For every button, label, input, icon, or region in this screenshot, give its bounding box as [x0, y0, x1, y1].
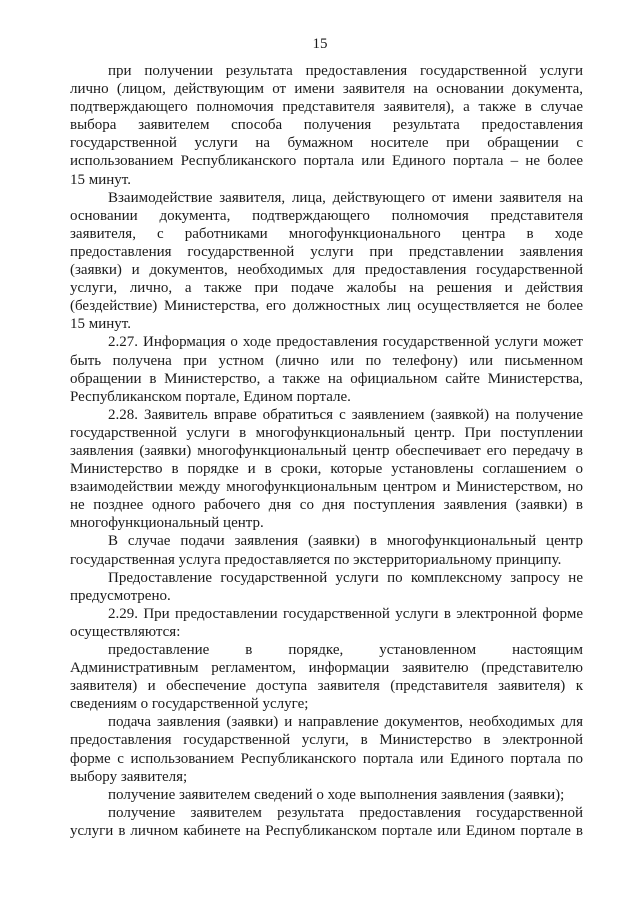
text-line: осуществляются:: [70, 623, 181, 640]
page-number: 15: [312, 36, 328, 52]
text-line: лично (лицом, действующим от имени заявителя на основании документа,: [70, 81, 583, 98]
text-line: Административным регламентом, информации заявителю (представителю: [70, 660, 583, 677]
text-line: получение заявителем сведений о ходе выполнения заявления (заявки);: [108, 786, 565, 803]
text-line: подтверждающего полномочия представителя заявителя), а также в случае: [70, 99, 583, 116]
document-body: [70, 62, 583, 840]
text-line: государственной услуги в многофункциональный центр. При поступлении: [70, 424, 583, 441]
text-line: Взаимодействие заявителя, лица, действующего от имени заявителя на: [108, 189, 583, 206]
text-line: не позднее одного рабочего дня со дня поступления заявления (заявки) в: [70, 497, 583, 514]
text-line: 2.28. Заявитель вправе обратиться с заявлением (заявкой) на получение: [108, 406, 583, 423]
text-line: предоставления государственной услуги, в Министерство в электронной: [70, 732, 583, 749]
text-line: 2.27. Информация о ходе предоставления государственной услуги может: [108, 334, 583, 351]
text-line: 2.29. При предоставлении государственной услуги в электронной форме: [108, 605, 583, 622]
text-line: использованием Республиканского портала или Единого портала – не более: [70, 153, 583, 170]
text-line: предусмотрено.: [70, 587, 171, 604]
text-line: Министерство в порядке и в сроки, которые установлены соглашением о: [70, 461, 583, 478]
text-line: форме с использованием Республиканского портала или Единого портала по: [70, 750, 583, 767]
text-line: быть получена при устном (лично или по телефону) или письменном: [70, 352, 583, 369]
text-line: обращении в Министерство, а также на официальном сайте Министерства,: [70, 370, 583, 387]
text-line: многофункциональный центр.: [70, 515, 264, 532]
text-line: государственная услуга предоставляется по экстерриториальному принципу.: [70, 551, 562, 568]
text-line: сведениям о государственной услуге;: [70, 696, 309, 713]
text-line: государственной услуги на бумажном носителе при обращении с: [70, 135, 583, 152]
text-line: подача заявления (заявки) и направление документов, необходимых для: [108, 714, 583, 731]
text-line: услуги, лично, а также при подаче жалобы на решения и действия: [70, 280, 583, 297]
text-line: В случае подачи заявления (заявки) в многофункциональный центр: [108, 533, 583, 550]
text-line: заявителя) и обеспечение доступа заявителя (представителя заявителя) к: [70, 678, 583, 695]
text-line: взаимодействии между многофункциональным центром и Министерством, но: [70, 479, 583, 496]
text-line: предоставления государственной услуги при представлении заявления: [70, 243, 583, 260]
text-line: 15 минут.: [70, 171, 131, 188]
text-line: заявителя, с работниками многофункционального центра в ходе: [70, 225, 583, 242]
text-line: основании документа, подтверждающего полномочия представителя: [70, 207, 583, 224]
text-line: Предоставление государственной услуги по комплексному запросу не: [108, 569, 583, 586]
text-line: выбору заявителя;: [70, 768, 188, 785]
text-line: Республиканском портале, Едином портале.: [70, 388, 351, 405]
text-line: услуги в личном кабинете на Республиканском портале или Едином портале в: [70, 822, 583, 839]
text-line: заявления (заявки) многофункциональный центр обеспечивает его передачу в: [70, 442, 583, 459]
text-line: предоставление в порядке, установленном настоящим: [108, 642, 583, 658]
text-line: выбора заявителем способа получения результата предоставления: [70, 117, 583, 134]
text-line: (заявки) и документов, необходимых для предоставления государственной: [70, 262, 583, 279]
text-line: (бездействие) Министерства, его должностных лиц осуществляется не более: [70, 298, 583, 315]
text-line: 15 минут.: [70, 316, 131, 333]
text-line: при получении результата предоставления государственной услуги: [108, 63, 583, 79]
text-line: получение заявителем результата предоставления государственной: [108, 804, 583, 821]
